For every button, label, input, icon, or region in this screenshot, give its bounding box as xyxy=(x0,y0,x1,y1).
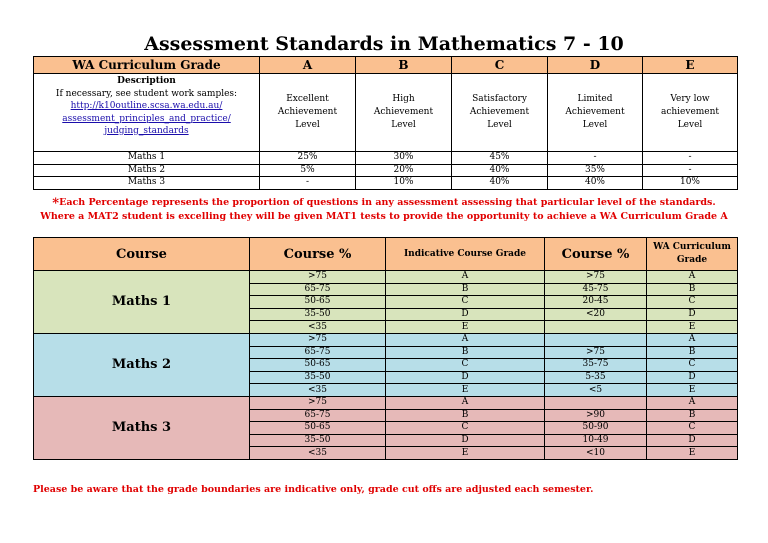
standards-row-maths1: Maths 1 25% 30% 45% - - xyxy=(34,152,738,165)
grade-cell: A xyxy=(386,396,545,409)
grade-cell: 35-50 xyxy=(250,434,386,447)
header-grade-c: C xyxy=(452,57,548,74)
grade-cell: 50-65 xyxy=(250,296,386,309)
work-samples-link[interactable]: http://k10outline.scsa.wa.edu.au/ assessment_principles_and_practice/ judging_standards xyxy=(62,101,231,136)
standards-row-maths3: Maths 3 - 10% 40% 40% 10% xyxy=(34,177,738,190)
grade-cell: 35-50 xyxy=(250,308,386,321)
grade-cell: B xyxy=(386,409,545,422)
grade-cell xyxy=(545,396,647,409)
description-cell xyxy=(34,74,260,152)
grade-cell: E xyxy=(647,384,738,397)
grade-cell: E xyxy=(647,447,738,460)
grade-cell: A xyxy=(386,333,545,346)
grade-cell: C xyxy=(386,422,545,435)
description-row xyxy=(34,74,738,152)
grade-cell: >75 xyxy=(545,346,647,359)
grades-table xyxy=(33,237,738,460)
grade-cell: 50-90 xyxy=(545,422,647,435)
grade-cell: C xyxy=(386,359,545,372)
table-row xyxy=(34,333,738,346)
level-b: High Achievement Level xyxy=(356,74,452,152)
header-indicative-grade: Indicative Course Grade xyxy=(386,238,545,271)
grade-cell: >75 xyxy=(250,271,386,284)
grade-cell: A xyxy=(386,271,545,284)
header-course-percent-2: Course % xyxy=(545,238,647,271)
grade-cell: <35 xyxy=(250,384,386,397)
grade-cell: B xyxy=(647,283,738,296)
grade-cell: B xyxy=(647,346,738,359)
grade-cell: D xyxy=(386,371,545,384)
level-c: Satisfactory Achievement Level xyxy=(452,74,548,152)
grade-cell: D xyxy=(386,434,545,447)
grade-cell: >75 xyxy=(250,396,386,409)
grade-cell: C xyxy=(647,359,738,372)
grade-cell: >90 xyxy=(545,409,647,422)
header-grade-d: D xyxy=(548,57,643,74)
header-wa-grade: WA Curriculum Grade xyxy=(34,57,260,74)
grade-cell: 35-75 xyxy=(545,359,647,372)
header-grade-e: E xyxy=(643,57,738,74)
grade-cell: >75 xyxy=(250,333,386,346)
grade-cell: D xyxy=(647,308,738,321)
footer-note: Please be aware that the grade boundaries are indicative only, grade cut offs are adjusted each semester. xyxy=(33,484,594,495)
grade-cell xyxy=(545,321,647,334)
grade-cell: <20 xyxy=(545,308,647,321)
grade-cell: 10-49 xyxy=(545,434,647,447)
course-name: Maths 2 xyxy=(34,333,250,396)
grade-cell: C xyxy=(647,422,738,435)
grade-cell: >75 xyxy=(545,271,647,284)
standards-table xyxy=(33,56,738,190)
grade-cell: D xyxy=(386,308,545,321)
header-wa-curriculum-grade: WA Curriculum Grade xyxy=(647,238,738,271)
grade-cell: <5 xyxy=(545,384,647,397)
description-heading: Description xyxy=(117,76,176,86)
description-text: If necessary, see student work samples: xyxy=(55,88,238,99)
grade-cell: E xyxy=(386,447,545,460)
grade-cell: D xyxy=(647,434,738,447)
page-title: Assessment Standards in Mathematics 7 - 10 xyxy=(144,33,624,55)
grade-cell: A xyxy=(647,396,738,409)
standards-row-maths2: Maths 2 5% 20% 40% 35% - xyxy=(34,164,738,177)
grade-cell: 65-75 xyxy=(250,409,386,422)
grade-cell: 65-75 xyxy=(250,283,386,296)
grade-cell: 50-65 xyxy=(250,422,386,435)
header-course-percent: Course % xyxy=(250,238,386,271)
grade-cell: A xyxy=(647,333,738,346)
grade-cell: 35-50 xyxy=(250,371,386,384)
header-grade-b: B xyxy=(356,57,452,74)
grade-cell: B xyxy=(647,409,738,422)
header-course: Course xyxy=(34,238,250,271)
grade-cell: <10 xyxy=(545,447,647,460)
grade-cell: 5-35 xyxy=(545,371,647,384)
grade-cell: D xyxy=(647,371,738,384)
grade-cell: E xyxy=(647,321,738,334)
grade-cell: 65-75 xyxy=(250,346,386,359)
standards-header-row xyxy=(34,57,738,74)
grade-cell: C xyxy=(386,296,545,309)
mat2-note: Where a MAT2 student is excelling they will be given MAT1 tests to provide the opportunity to achieve a WA Curriculum Grade A xyxy=(40,211,728,222)
level-d: Limited Achievement Level xyxy=(548,74,643,152)
grade-cell: A xyxy=(647,271,738,284)
grade-cell: 50-65 xyxy=(250,359,386,372)
grades-header-row xyxy=(34,238,738,271)
grade-cell: <35 xyxy=(250,321,386,334)
grade-cell: B xyxy=(386,283,545,296)
course-name: Maths 3 xyxy=(34,396,250,459)
header-grade-a: A xyxy=(260,57,356,74)
grade-cell: 45-75 xyxy=(545,283,647,296)
percentage-note: *Each Percentage represents the proportion of questions in any assessment assessing that particular level of the standards. xyxy=(52,196,716,211)
grade-cell: E xyxy=(386,384,545,397)
table-row xyxy=(34,396,738,409)
grade-cell: C xyxy=(647,296,738,309)
grade-cell: 20-45 xyxy=(545,296,647,309)
grade-cell: E xyxy=(386,321,545,334)
grade-cell: B xyxy=(386,346,545,359)
grade-cell: <35 xyxy=(250,447,386,460)
level-a: Excellent Achievement Level xyxy=(260,74,356,152)
level-e: Very low achievement Level xyxy=(643,74,738,152)
course-name: Maths 1 xyxy=(34,271,250,334)
grade-cell xyxy=(545,333,647,346)
table-row xyxy=(34,271,738,284)
